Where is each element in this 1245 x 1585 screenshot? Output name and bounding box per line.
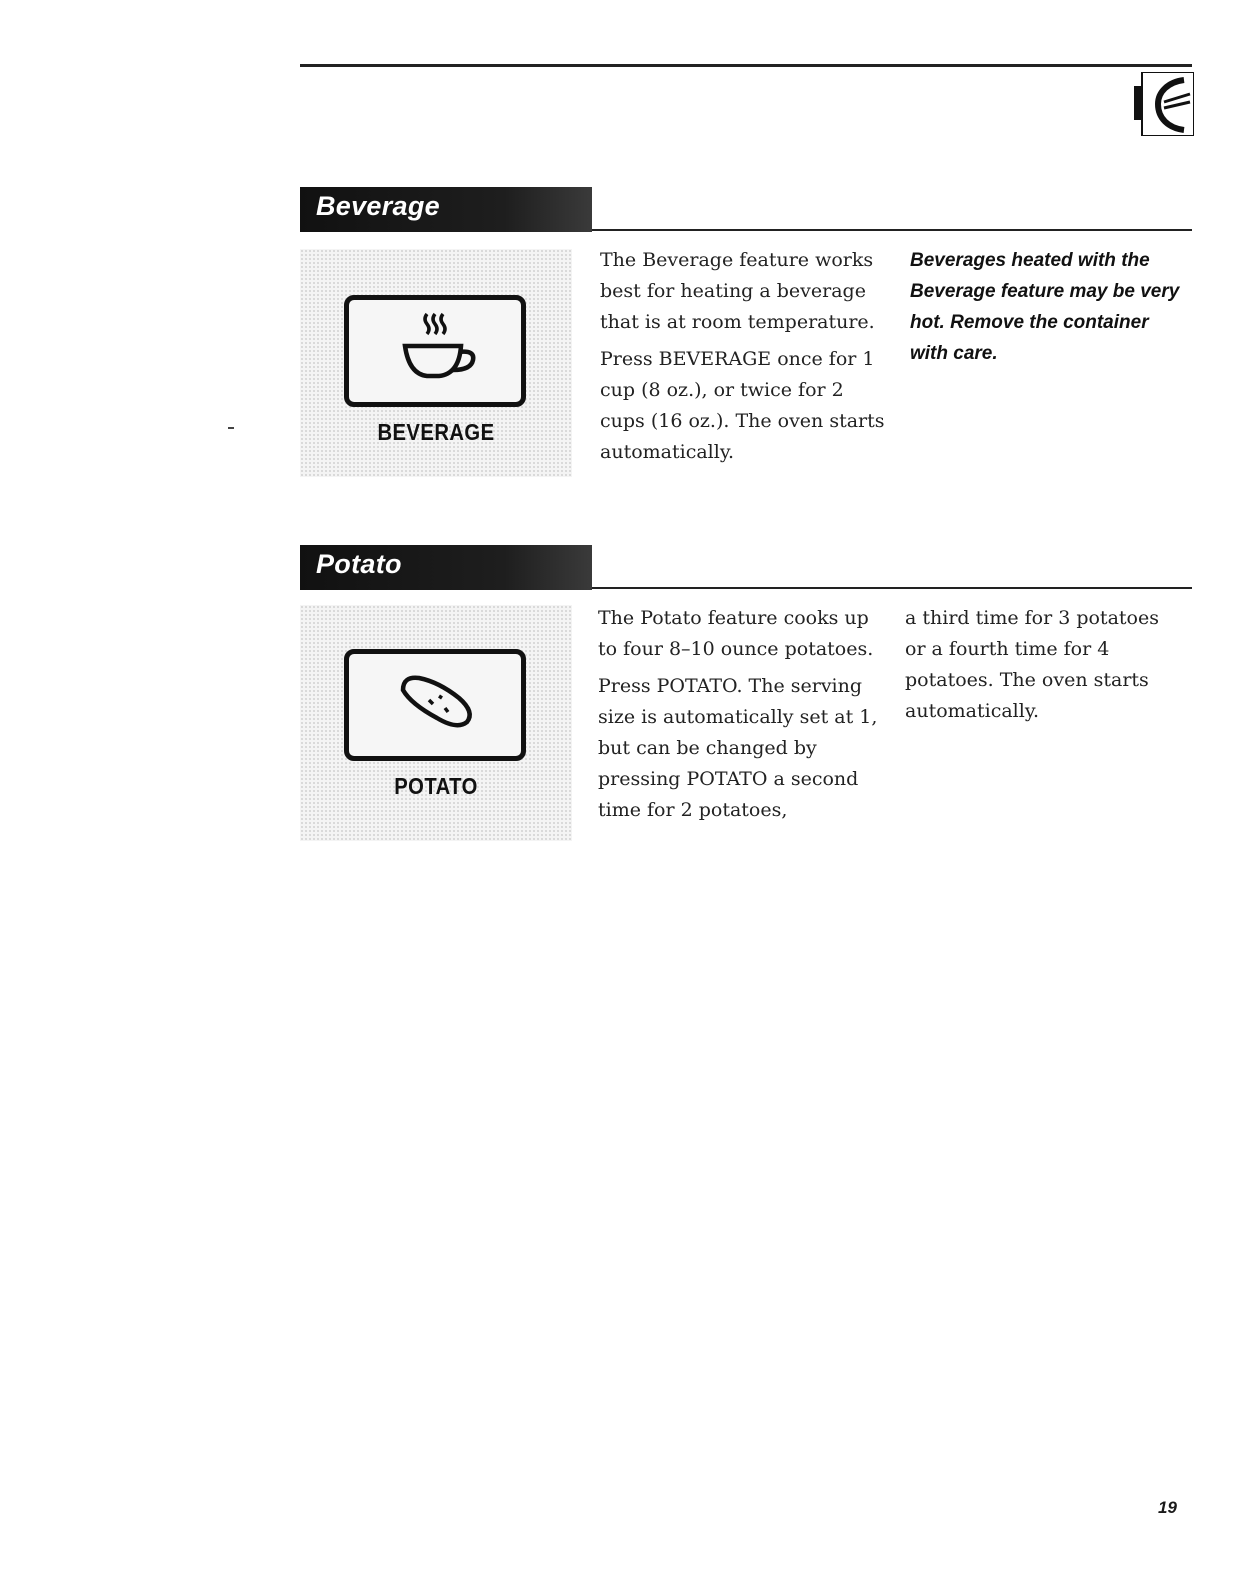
potato-icon <box>349 654 521 756</box>
section-title: Potato <box>316 549 402 579</box>
potato-text-column <box>598 603 880 832</box>
beverage-key-label: BEVERAGE <box>377 419 495 445</box>
corner-tab-icon <box>1134 72 1194 136</box>
top-rule <box>300 64 1192 67</box>
section-rule <box>592 587 1192 589</box>
margin-mark <box>228 427 234 429</box>
coffee-cup-steam-icon <box>349 300 521 402</box>
paragraph: Press BEVERAGE once for 1 cup (8 oz.), or twice for 2 cups (16 oz.). The oven starts automatically. <box>600 348 885 463</box>
potato-key <box>344 649 526 761</box>
section-title: Beverage <box>316 191 440 221</box>
beverage-caution-note: Beverages heated with the Beverage feature may be very hot. Remove the container with care. <box>910 250 1180 364</box>
section-header-bar <box>300 545 592 590</box>
potato-key-panel <box>300 605 572 841</box>
paragraph: The Beverage feature works best for heating a beverage that is at room temperature. <box>600 249 875 333</box>
paragraph: The Potato feature cooks up to four 8–10 ounce potatoes. <box>598 607 874 660</box>
page-number: 19 <box>1158 1498 1177 1517</box>
section-header-bar <box>300 187 592 232</box>
beverage-text-column <box>600 245 885 474</box>
paragraph: Press POTATO. The serving size is automatically set at 1, but can be changed by pressing POTATO a second time for 2 potatoes, <box>598 675 878 821</box>
beverage-key <box>344 295 526 407</box>
beverage-key-panel <box>300 249 572 477</box>
potato-section <box>300 545 1200 845</box>
potato-continuation-column: a third time for 3 potatoes or a fourth time for 4 potatoes. The oven starts automatically. <box>905 607 1159 722</box>
section-rule <box>592 229 1192 231</box>
potato-key-label: POTATO <box>394 773 478 799</box>
beverage-section <box>300 187 1200 487</box>
